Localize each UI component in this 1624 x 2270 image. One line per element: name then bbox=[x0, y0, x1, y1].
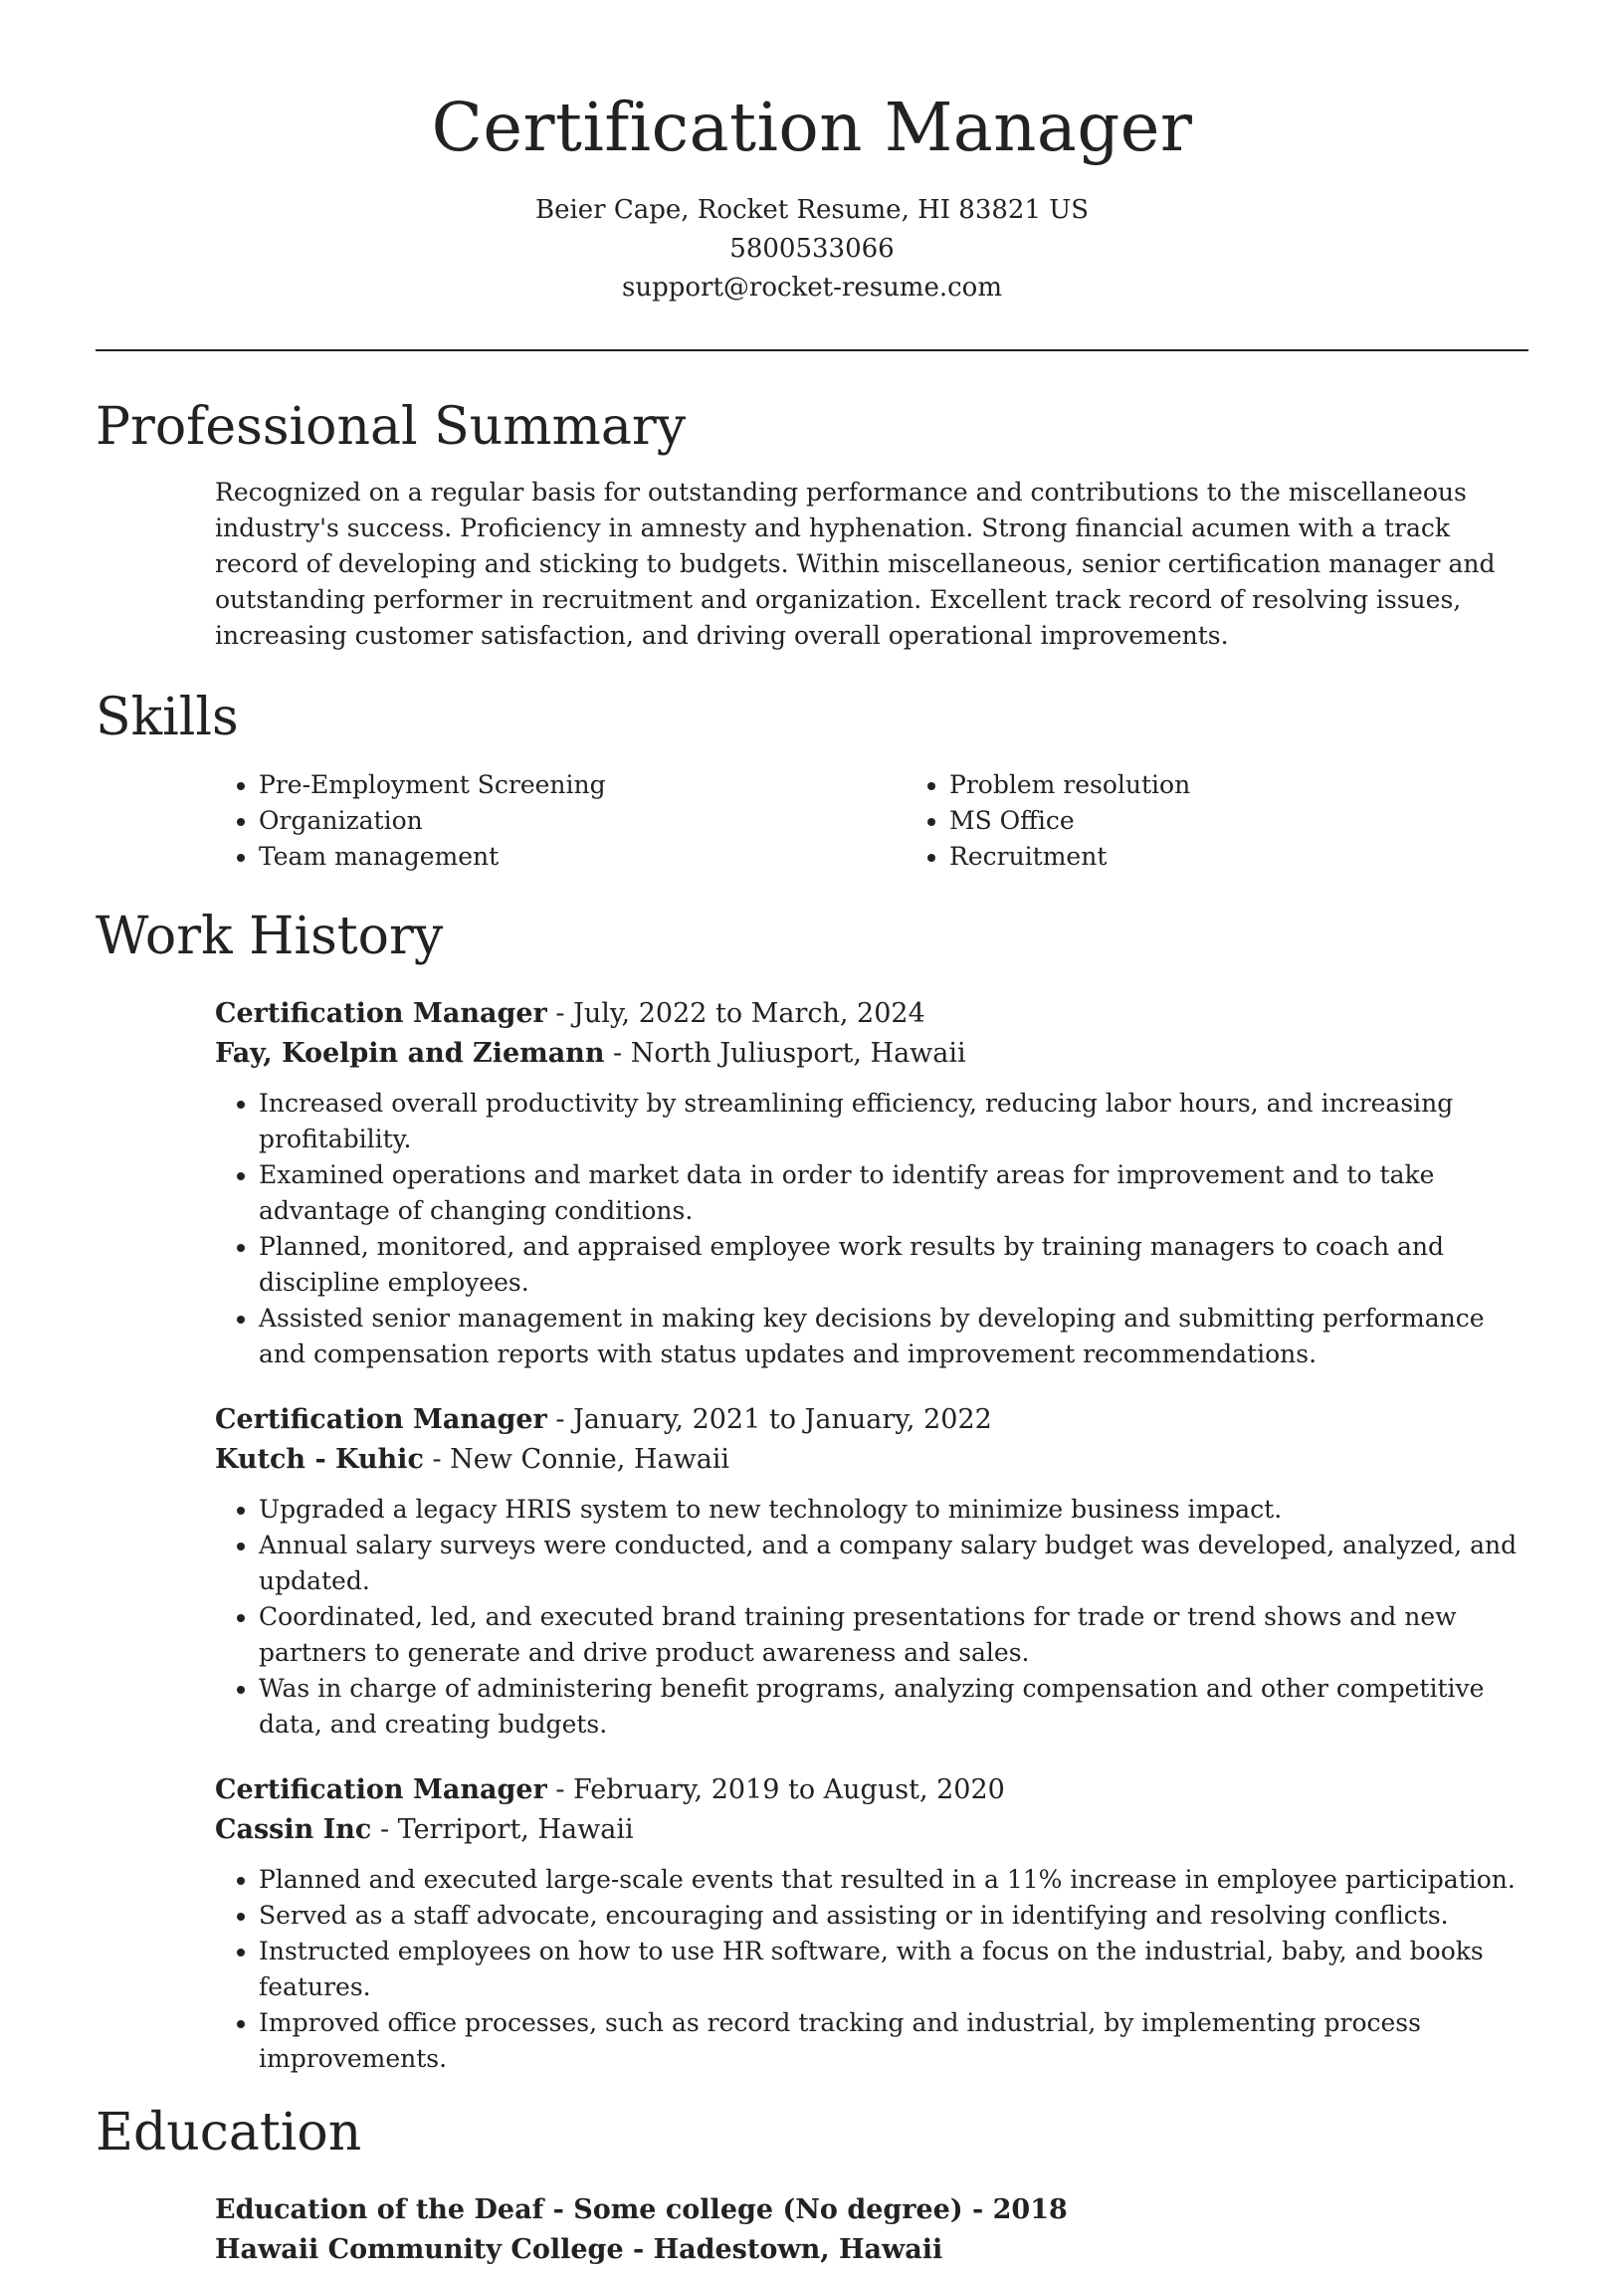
education-entry bbox=[215, 2190, 1528, 2270]
job-company: Fay, Koelpin and Ziemann bbox=[215, 1038, 605, 1069]
job-title: Certification Manager bbox=[215, 1774, 547, 1805]
job-entry bbox=[215, 1400, 1528, 1743]
job-bullet: • Instructed employees on how to use HR software, with a focus on the industrial, baby, and books features. bbox=[259, 1934, 1528, 2005]
job-location: - North Juliusport, Hawaii bbox=[604, 1038, 966, 1069]
summary-heading: Professional Summary bbox=[96, 397, 687, 457]
job-bullets bbox=[215, 1862, 1528, 2077]
job-company-line bbox=[215, 1440, 1528, 1480]
job-company: Kutch - Kuhic bbox=[215, 1444, 424, 1475]
skills-heading: Skills bbox=[96, 688, 239, 747]
header-divider bbox=[96, 349, 1528, 351]
skills-left-list bbox=[215, 767, 906, 875]
job-title: Certification Manager bbox=[215, 1404, 547, 1435]
skill-item: • Team management bbox=[259, 839, 906, 875]
education-school: Hawaii Community College - Hadestown, Hawaii bbox=[215, 2234, 943, 2265]
resume-name: Certification Manager bbox=[431, 89, 1193, 166]
job-dates: - February, 2019 to August, 2020 bbox=[546, 1774, 1005, 1805]
job-title-line bbox=[215, 994, 1528, 1034]
summary-section bbox=[0, 391, 1624, 654]
job-location: - New Connie, Hawaii bbox=[423, 1444, 730, 1475]
work-history-section bbox=[0, 901, 1624, 2077]
contact-block bbox=[0, 191, 1624, 308]
skill-item: • Organization bbox=[259, 803, 906, 839]
job-bullet: • Improved office processes, such as record tracking and industrial, by implementing process improvements. bbox=[259, 2005, 1528, 2077]
education-section bbox=[0, 2097, 1624, 2270]
job-company-line bbox=[215, 1810, 1528, 1850]
job-company-line bbox=[215, 1034, 1528, 1074]
skill-item: • Recruitment bbox=[949, 839, 1596, 875]
work-history-heading: Work History bbox=[96, 907, 444, 966]
contact-email: support@rocket-resume.com bbox=[621, 273, 1002, 303]
job-bullet: • Increased overall productivity by streamlining efficiency, reducing labor hours, and increasing profitability. bbox=[259, 1086, 1528, 1157]
job-bullet: • Planned, monitored, and appraised employee work results by training managers to coach and discipline employees. bbox=[259, 1229, 1528, 1301]
job-bullet: • Annual salary surveys were conducted, and a company salary budget was developed, analyzed, and updated. bbox=[259, 1528, 1528, 1599]
job-location: - Terriport, Hawaii bbox=[371, 1814, 634, 1845]
job-bullet: • Upgraded a legacy HRIS system to new technology to minimize business impact. bbox=[259, 1492, 1528, 1528]
job-dates: - January, 2021 to January, 2022 bbox=[546, 1404, 992, 1435]
job-bullet: • Assisted senior management in making key decisions by developing and submitting performance and compensation reports with status updates and improvement recommendations. bbox=[259, 1301, 1528, 1372]
skills-columns bbox=[215, 767, 1528, 875]
job-bullet: • Planned and executed large-scale events that resulted in a 11% increase in employee participation. bbox=[259, 1862, 1528, 1898]
job-bullet: • Served as a staff advocate, encouraging and assisting or in identifying and resolving conflicts. bbox=[259, 1898, 1528, 1934]
resume-header bbox=[0, 0, 1624, 308]
job-company: Cassin Inc bbox=[215, 1814, 372, 1845]
job-entry bbox=[215, 994, 1528, 1372]
summary-text: Recognized on a regular basis for outstanding performance and contributions to the miscellaneous industry's success. Proficiency in amnesty and hyphenation. Strong financial acumen with a track record of developing and sticking to budgets. Within miscellaneous, senior certification manager and outstanding performer in recruitment and organization. Excellent track record of resolving issues, increasing customer satisfaction, and driving overall operational improvements. bbox=[215, 478, 1496, 650]
contact-phone: 5800533066 bbox=[729, 234, 895, 264]
job-bullet: • Coordinated, led, and executed brand training presentations for trade or trend shows and new partners to generate and drive product awareness and sales. bbox=[259, 1599, 1528, 1671]
skill-item: • Pre-Employment Screening bbox=[259, 767, 906, 803]
education-heading: Education bbox=[96, 2103, 362, 2163]
job-dates: - July, 2022 to March, 2024 bbox=[546, 998, 925, 1029]
skills-right-list bbox=[906, 767, 1596, 875]
job-bullets bbox=[215, 1492, 1528, 1743]
job-bullet: • Examined operations and market data in order to identify areas for improvement and to take advantage of changing conditions. bbox=[259, 1157, 1528, 1229]
skills-section bbox=[0, 682, 1624, 875]
job-entry bbox=[215, 1770, 1528, 2077]
skill-item: • MS Office bbox=[949, 803, 1596, 839]
skill-item: • Problem resolution bbox=[949, 767, 1596, 803]
contact-address: Beier Cape, Rocket Resume, HI 83821 US bbox=[534, 195, 1090, 225]
job-title: Certification Manager bbox=[215, 998, 547, 1029]
job-bullet: • Was in charge of administering benefit programs, analyzing compensation and other competitive data, and creating budgets. bbox=[259, 1671, 1528, 1743]
job-title-line bbox=[215, 1400, 1528, 1440]
job-bullets bbox=[215, 1086, 1528, 1372]
job-title-line bbox=[215, 1770, 1528, 1810]
education-degree: Education of the Deaf - Some college (No degree) - 2018 bbox=[215, 2194, 1068, 2225]
